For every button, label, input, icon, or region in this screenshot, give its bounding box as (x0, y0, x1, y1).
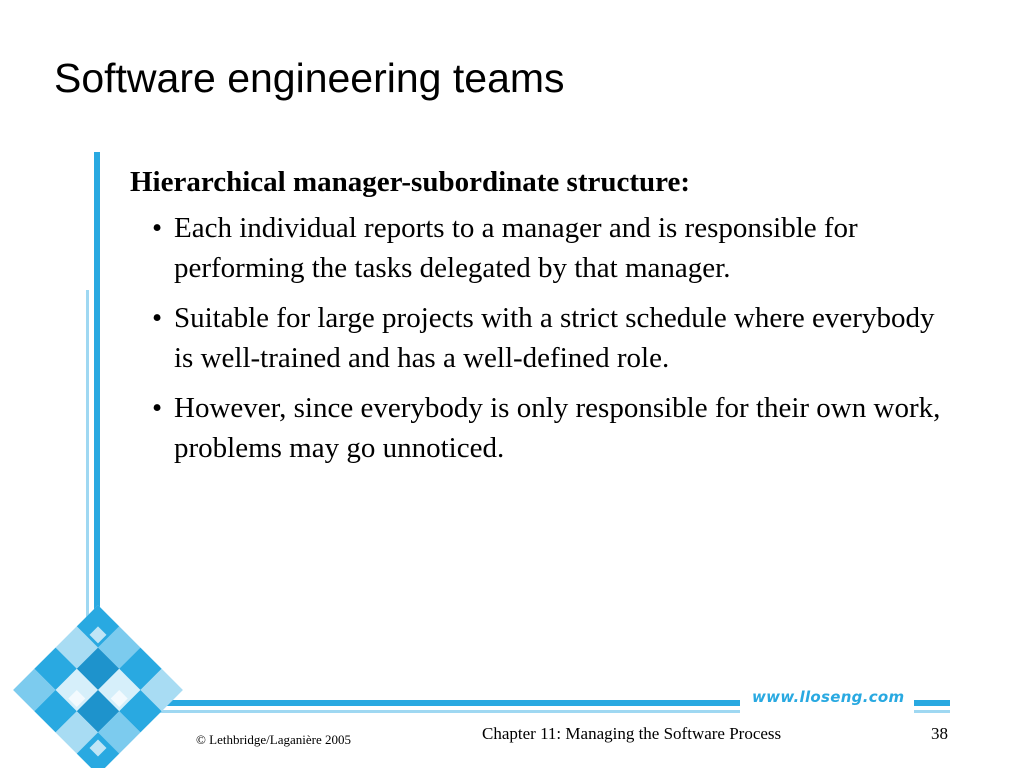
frame-horizontal-line-right (914, 700, 950, 706)
bullet-text: However, since everybody is only responsible for their own work, problems may go unnoticed. (174, 392, 941, 464)
section-heading: Hierarchical manager-subordinate structure: (130, 166, 691, 198)
bullet-marker: • (152, 392, 163, 424)
bullet-item (152, 208, 960, 288)
page-number: 38 (931, 724, 948, 743)
footer-copyright: © Lethbridge/Laganière 2005 (196, 732, 351, 747)
bullet-marker: • (152, 302, 163, 334)
bullet-text: Each individual reports to a manager and is responsible for performing the tasks delegated by that manager. (174, 212, 858, 284)
slide-content (130, 162, 960, 468)
frame-horizontal-line-thin (150, 710, 740, 713)
bullet-item (152, 298, 960, 378)
bullet-item (152, 388, 960, 468)
frame-vertical-line (94, 152, 100, 652)
slide-title: Software engineering teams (54, 55, 565, 101)
bullet-marker: • (152, 212, 163, 244)
bullet-text: Suitable for large projects with a strict schedule where everybody is well-trained and has a well-defined role. (174, 302, 935, 374)
frame-vertical-line-thin (86, 290, 89, 650)
frame-horizontal-line (150, 700, 740, 706)
frame-horizontal-line-right-thin (914, 710, 950, 713)
website-link[interactable]: www.lloseng.com (752, 688, 905, 706)
lloseng-logo-icon (0, 600, 200, 768)
footer-chapter: Chapter 11: Managing the Software Process (482, 724, 782, 743)
